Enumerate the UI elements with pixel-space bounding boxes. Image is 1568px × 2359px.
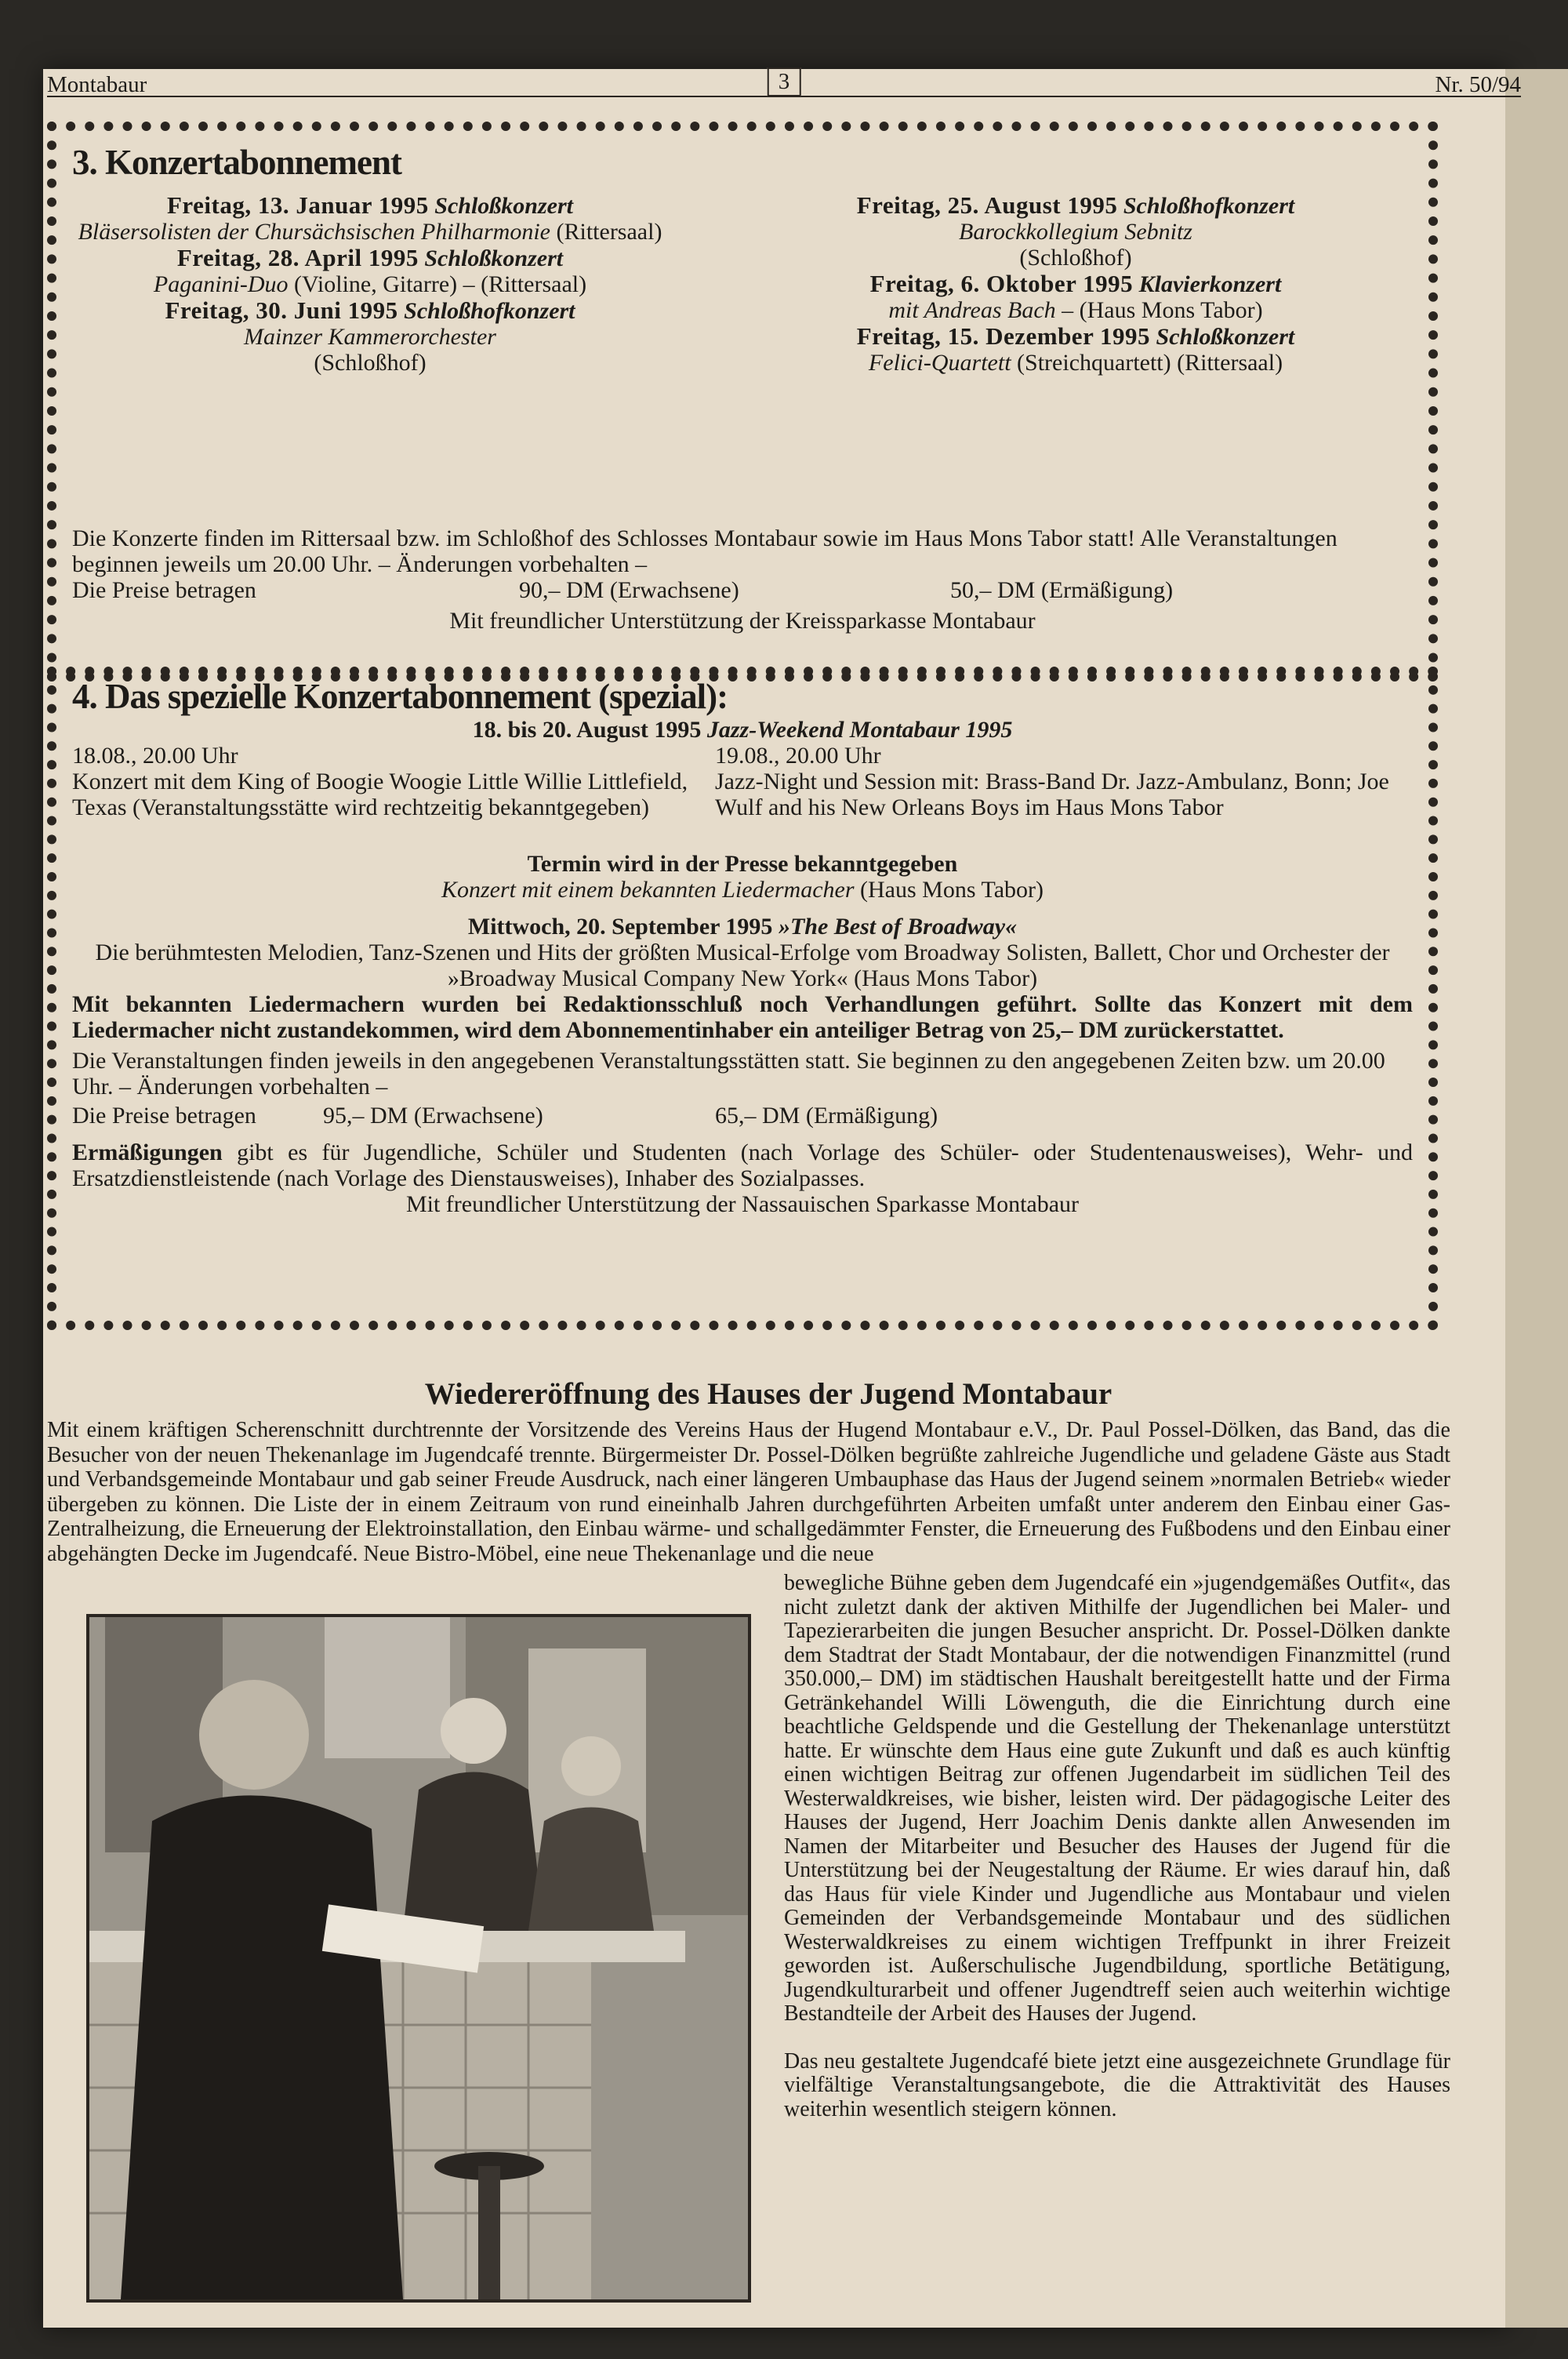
header-town: Montabaur xyxy=(47,72,147,97)
event-item: Freitag, 15. Dezember 1995 Schloßkonzert Felici-Quartett (Streichquartett) (Rittersaal) xyxy=(856,322,1295,376)
event-item: Freitag, 13. Januar 1995 Schloßkonzert Bläsersolisten der Chursächsischen Philharmonie (Rittersaal) xyxy=(78,191,662,245)
article-column xyxy=(784,1572,1450,2145)
event-item: Freitag, 6. Oktober 1995 Klavierkonzert mit Andreas Bach – (Haus Mons Tabor) xyxy=(869,270,1282,323)
section4-content: 18. bis 20. August 1995 Jazz-Weekend Montabaur 1995 18.08., 20.00 Uhr Konzert mit dem King of Boogie Woogie Little Willie Littlefield, Texas (Veranstaltungsstätte wird rechtzeitig bekanntgegeben) 19.08., 20.00 Uhr Jazz-Night und Session mit: Brass-Band Dr. Jazz-Ambulanz, Bonn; Joe Wulf and his New Orleans Boys im Haus Mons Tabor Termin wird in der Presse bekanntgegeben Konzert mit einem bekannten Liedermacher (Haus Mons Tabor) Mittwoch, 20. September 1995 »The Best of Broadway« Die berühmtesten Melodien, Tanz-Szenen und Hits der größten Musical-Erfolge vom Broadway Solisten, Ballett, Chor und Orchester der »Broadway Musical Company New York« (Haus Mons Tabor) Mit bekannten Liedermachern wurden bei Redaktionsschluß noch Verhandlungen geführt. Sollte das Konzert mit dem Liedermacher nicht zustandekommen, wird dem Abonnementinhaber ein anteiliger Betrag von 25,– DM zurückerstattet. Die Veranstaltungen finden jeweils in den angegebenen Veranstaltungsstätten statt. Sie beginnen zu den angegebenen Zeiten bzw. um 20.00 Uhr. – Änderungen vorbehalten – Die Preise betragen 95,– DM (Erwachsene) 65,– DM (Ermäßigung) Ermäßigungen gibt es für Jugendliche, Schüler und Studenten (nach Vorlage des Schüler- oder Studentenausweises), Wehr- und Ersatzdienstleistende (nach Vorlage des Dienstausweises), Inhaber des Sozialpasses. Mit freundlicher Unterstützung der Nassauischen Sparkasse Montabaur xyxy=(72,717,1414,1217)
section3-info: Die Konzerte finden im Rittersaal bzw. im Schloßhof des Schlosses Montabaur sowie im Haus Mons Tabor statt! Alle Veranstaltungen beginnen jeweils um 20.00 Uhr. – Änderungen vorbehalten – Die Preise betragen 90,– DM (Erwachsene) 50,– DM (Ermäßigung) Mit freundlicher Unterstützung der Kreissparkasse Montabaur xyxy=(72,525,1413,634)
page-header xyxy=(47,69,1521,97)
event-item: Freitag, 28. April 1995 Schloßkonzert Paganini-Duo (Violine, Gitarre) – (Rittersaal) xyxy=(153,244,587,297)
liedermacher-notice: Mit bekannten Liedermachern wurden bei Redaktionsschluß noch Verhandlungen geführt. Sollte das Konzert mit dem Liedermacher nicht zustandekommen, wird dem Abonnementinhaber ein anteiliger Betrag von 25,– DM zurückerstattet. xyxy=(72,991,1413,1043)
section4-box xyxy=(47,667,1438,1330)
article-closing: Das neu gestaltete Jugendcafé biete jetzt eine ausgezeichnete Grundlage für vielfältige Veranstaltungsangebote, die die Attraktivität des Hauses weiterhin wesentlich steigern können. xyxy=(784,2048,1450,2121)
section3-sponsor: Mit freundlicher Unterstützung der Kreissparkasse Montabaur xyxy=(449,608,1036,634)
article-photo xyxy=(86,1614,751,2303)
section3-title: 3. Konzertabonnement xyxy=(72,143,401,182)
article-body: bewegliche Bühne geben dem Jugendcafé ein »jugendgemäßes Outfit«, das nicht zuletzt dank der aktiven Mithilfe der Jugendlichen bei Maler- und Tapezierarbeiten die jungen Besucher anspricht. Dr. Possel-Dölken dankte dem Stadtrat der Stadt Montabaur, der die notwendigen Finanzmittel (rund 350.000,– DM) im städtischen Haushalt bereitgestellt hatte und der Firma Getränkehandel Willi Löwenguth, die die Einrichtung durch eine beachtliche Geldspende und die Gestellung der Thekenanlage unterstützt hatte. Er wünschte dem Haus eine gute Zukunft und daß es auch künftig einen wichtigen Beitrag zur offenen Jugendarbeit im südlichen Teil des Westerwaldkreises, wie bisher, leisten wird. Der pädagogische Leiter des Hauses der Jugend, Herr Joachim Denis dankte allen Anwesenden im Namen der Mitarbeiter und Besucher des Hauses der Jugend für die Unterstützung bei der Neugestaltung der Räume. Er wies darauf hin, daß das Haus für viele Kinder und Jugendliche aus Montabaur und vielen Gemeinden der Verbandsgemeinde Montabaur und des südlichen Westerwaldkreises zu einem wichtigen Treffpunkt in ihrer Freizeit geworden ist. Außerschulische Jugendbildung, sportliche Betätigung, Jugendkulturarbeit und offener Jugendtreff seien auch weiterhin wichtige Bestandteile der Arbeit des Hauses der Jugend. xyxy=(784,1571,1450,2026)
event-item: Freitag, 30. Juni 1995 Schloßhofkonzert Mainzer Kammerorchester (Schloßhof) xyxy=(165,296,575,376)
jazz-events: 18.08., 20.00 Uhr Konzert mit dem King of Boogie Woogie Little Willie Littlefield, Texas (Veranstaltungsstätte wird rechtzeitig bekanntgegeben) 19.08., 20.00 Uhr Jazz-Night und Session mit: Brass-Band Dr. Jazz-Ambulanz, Bonn; Joe Wulf and his New Orleans Boys im Haus Mons Tabor xyxy=(72,743,1389,820)
photo-illustration xyxy=(89,1617,748,2299)
section3-right-events xyxy=(762,192,1389,376)
section3-box xyxy=(47,122,1438,682)
section4-title: 4. Das spezielle Konzertabonnement (spezial): xyxy=(72,677,728,716)
issue-number: Nr. 50/94 xyxy=(1435,72,1521,97)
page-edge xyxy=(1505,69,1568,2328)
section4-sponsor: Mit freundlicher Unterstützung der Nassauischen Sparkasse Montabaur xyxy=(405,1191,1080,1217)
section3-left-events xyxy=(56,192,684,376)
article-intro: Mit einem kräftigen Scherenschnitt durchtrennte der Vorsitzende des Vereins Haus der Hugend Montabaur e.V., Dr. Paul Possel-Dölken, das Band, das die Besucher von der neuen Thekenanlage im Jugendcafé trennte. Bürgermeister Dr. Possel-Dölken begrüßte zahlreiche Jugendliche und geladene Gäste aus Stadt und Verbandsgemeinde Montabaur und gab seiner Freude Ausdruck, nach einer längeren Umbauphase das Haus der Jugend seinem »normalen Betrieb« wieder übergeben zu können. Die Liste der in einem Zeitraum von rund eineinhalb Jahren durchgeführten Arbeiten umfaßt unter anderem den Einbau einer Gas-Zentralheizung, die Erneuerung der Elektroinstallation, den Einbau wärme- und schallgedämmter Fenster, die Erneuerung des Fußbodens und den Einbau einer abgehängten Decke im Jugendcafé. Neue Bistro-Möbel, eine neue Thekenanlage und die neue xyxy=(47,1418,1450,1566)
page-number: 3 xyxy=(768,67,801,96)
event-item: Freitag, 25. August 1995 Schloßhofkonzert Barockkollegium Sebnitz (Schloßhof) xyxy=(856,191,1295,271)
article-title: Wiedereröffnung des Hauses der Jugend Montabaur xyxy=(424,1377,1112,1411)
